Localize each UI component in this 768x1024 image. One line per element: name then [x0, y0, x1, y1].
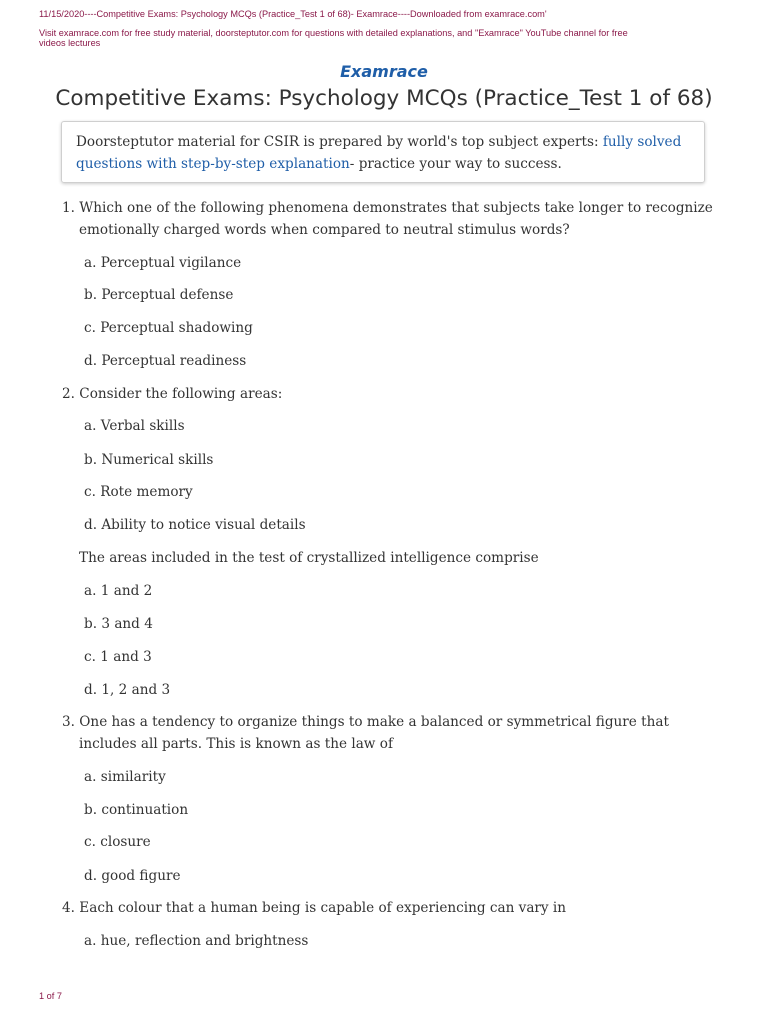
question-3-text-cont: includes all parts. This is known as the law of	[79, 736, 393, 752]
question-2-area-b: b. Numerical skills	[84, 452, 214, 468]
notice-text-end: - practice your way to success.	[349, 156, 562, 172]
page-counter: 1 of 7	[39, 991, 62, 1001]
visit-header-line-1: Visit examrace.com for free study material, doorsteptutor.com for questions with detailed explanations, and "Examrace" YouTube channel for free	[39, 28, 628, 38]
question-3-option-c: c. closure	[84, 834, 151, 850]
question-4-option-a: a. hue, reflection and brightness	[84, 933, 309, 949]
brand-logo[interactable]: Examrace	[340, 62, 428, 81]
question-3-option-b: b. continuation	[84, 802, 189, 818]
promo-notice-box	[61, 121, 705, 183]
question-1-text: 1. Which one of the following phenomena demonstrates that subjects take longer to recognize	[62, 200, 713, 216]
question-2-option-c: c. 1 and 3	[84, 649, 152, 665]
question-2-option-d: d. 1, 2 and 3	[84, 682, 171, 698]
question-4-text: 4. Each colour that a human being is capable of experiencing can vary in	[62, 900, 567, 916]
notice-link-part-1[interactable]: fully solved	[602, 134, 682, 150]
question-1-text-cont: emotionally charged words when compared to neutral stimulus words?	[79, 222, 570, 238]
question-1-option-c: c. Perceptual shadowing	[84, 320, 253, 336]
question-3-option-a: a. similarity	[84, 769, 166, 785]
question-3-text: 3. One has a tendency to organize things to make a balanced or symmetrical figure that	[62, 714, 669, 730]
download-header: 11/15/2020----Competitive Exams: Psychology MCQs (Practice_Test 1 of 68)- Examrace----Downloaded from examrace.com'	[39, 9, 547, 19]
page-title: Competitive Exams: Psychology MCQs (Practice_Test 1 of 68)	[55, 86, 713, 111]
question-2-text: 2. Consider the following areas:	[62, 386, 283, 402]
question-2-option-b: b. 3 and 4	[84, 616, 153, 632]
question-3-option-d: d. good figure	[84, 868, 181, 884]
question-2-option-a: a. 1 and 2	[84, 583, 153, 599]
question-2-area-a: a. Verbal skills	[84, 418, 185, 434]
question-2-statement: The areas included in the test of crystallized intelligence comprise	[79, 550, 539, 566]
visit-header	[39, 28, 738, 48]
question-2-area-d: d. Ability to notice visual details	[84, 517, 306, 533]
notice-text: Doorsteptutor material for CSIR is prepared by world's top subject experts:	[76, 134, 603, 150]
question-1-option-d: d. Perceptual readiness	[84, 353, 247, 369]
visit-header-line-2: videos lectures	[39, 38, 101, 48]
question-1-option-b: b. Perceptual defense	[84, 287, 234, 303]
notice-link-part-2[interactable]: questions with step-by-step explanation	[76, 156, 350, 172]
question-2-area-c: c. Rote memory	[84, 484, 193, 500]
question-1-option-a: a. Perceptual vigilance	[84, 255, 242, 271]
